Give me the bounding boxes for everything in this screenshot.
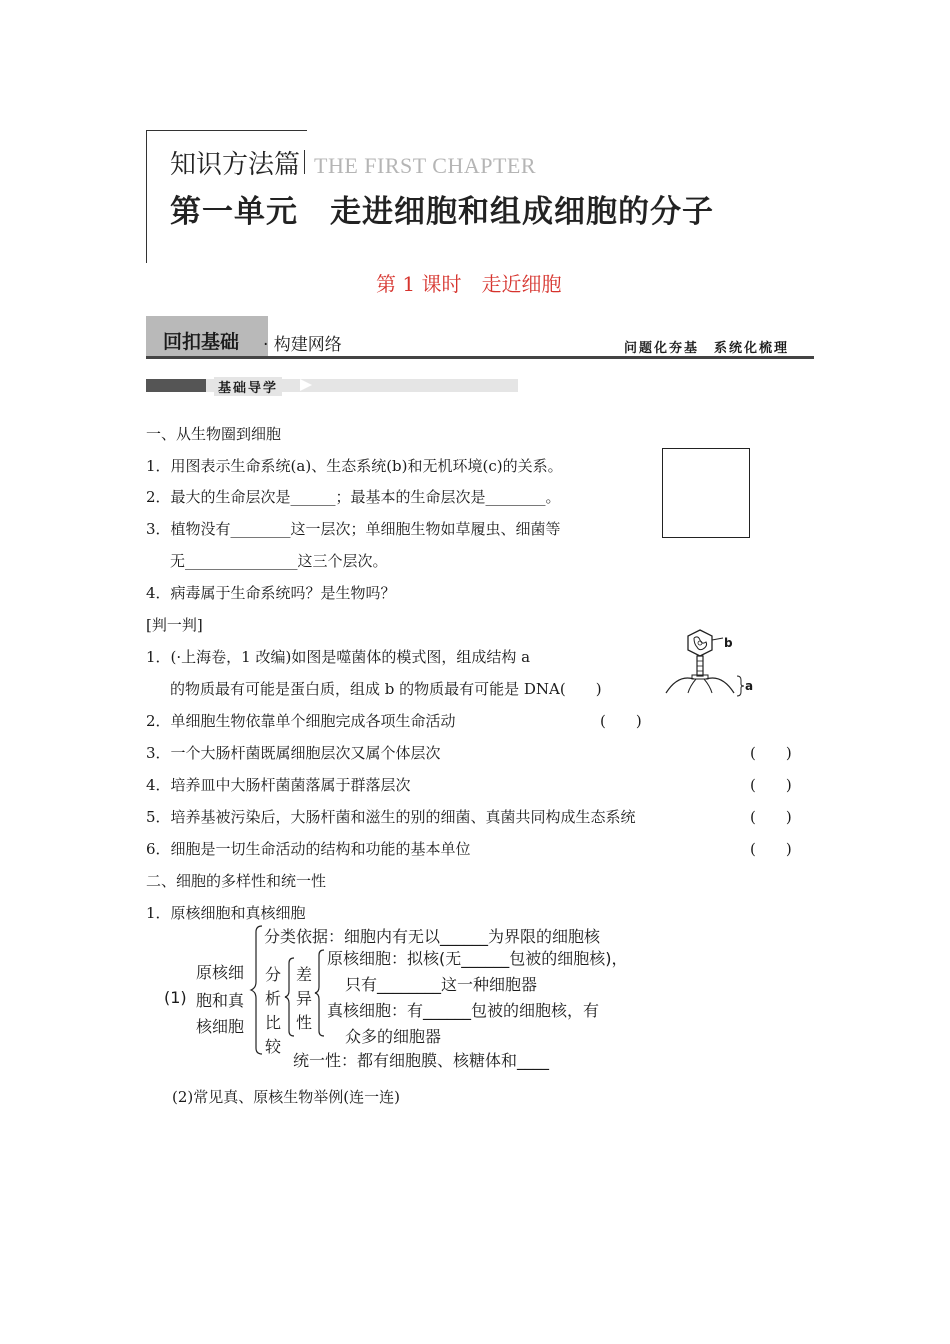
question-1: 1．用图表示生命系统(a)、生态系统(b)和无机环境(c)的关系。: [146, 457, 563, 475]
question-3-line1: 3．植物没有________这一层次；单细胞生物如草履虫、细菌等: [146, 520, 561, 538]
judge-6: 6．细胞是一切生命活动的结构和功能的基本单位: [146, 840, 471, 858]
section-band-right: 问题化夯基 系统化梳理: [624, 341, 790, 356]
diagram-eukaryote-2: 众多的细胞器: [345, 1027, 442, 1046]
judge-1-line1: 1．(·上海卷，1 改编)如图是噬菌体的模式图，组成结构 a: [146, 648, 531, 666]
judge-2: 2．单细胞生物依靠单个细胞完成各项生命活动: [146, 712, 456, 730]
part1-heading: 一、从生物圈到细胞: [146, 425, 282, 443]
diagram-classify: 分类依据：细胞内有无以______为界限的细胞核: [264, 927, 601, 946]
judge-heading: [判一判]: [146, 616, 203, 634]
part2-heading: 二、细胞的多样性和统一性: [146, 872, 327, 890]
judge-5-answer: ( ): [750, 808, 792, 826]
judge-3: 3．一个大肠杆菌既属细胞层次又属个体层次: [146, 744, 441, 762]
diagram-root-1: 原核细: [196, 963, 245, 982]
chapter-label: 知识方法篇: [170, 150, 301, 180]
diagram-diff-1: 差: [296, 965, 313, 984]
diagram-eukaryote-1: 真核细胞：有______包被的细胞核，有: [327, 1001, 600, 1020]
phage-label-a: a: [745, 679, 754, 693]
part2-sub1: 1．原核细胞和真核细胞: [146, 904, 306, 922]
judge-3-answer: ( ): [750, 744, 792, 762]
diagram-diff-3: 性: [296, 1013, 313, 1032]
diagram-analysis-1: 分: [265, 965, 282, 984]
diagram-prokaryote-2: 只有________这一种细胞器: [345, 975, 538, 994]
question-4: 4．病毒属于生命系统吗？是生物吗？: [146, 584, 396, 602]
diagram-number: (1): [164, 988, 187, 1007]
judge-4-answer: ( ): [750, 776, 792, 794]
unit-title: 第一单元 走进细胞和组成细胞的分子: [170, 194, 714, 230]
diagram-analysis-4: 较: [265, 1037, 282, 1056]
subsection-label: 基础导学: [214, 377, 282, 396]
diagram-root-3: 核细胞: [196, 1017, 245, 1036]
judge-1-line2: 的物质最有可能是蛋白质，组成 b 的物质最有可能是 DNA( ): [170, 680, 602, 698]
judge-6-answer: ( ): [750, 840, 792, 858]
question-3-line2: 无_______________这三个层次。: [170, 552, 388, 570]
phage-label-b: b: [724, 636, 733, 650]
diagram-root-2: 胞和真: [196, 991, 245, 1010]
part2-sub2: (2)常见真、原核生物举例(连一连): [172, 1088, 400, 1106]
diagram-diff-2: 异: [296, 989, 313, 1008]
diagram-analysis-3: 比: [265, 1013, 282, 1032]
judge-5: 5．培养基被污染后，大肠杆菌和滋生的别的细菌、真菌共同构成生态系统: [146, 808, 636, 826]
section-band-label: 回扣基础: [163, 331, 240, 353]
judge-2-answer: ( ): [600, 712, 642, 730]
diagram-unity: 统一性：都有细胞膜、核糖体和____: [293, 1051, 550, 1070]
lesson-title: 第 1 课时 走近细胞: [376, 272, 562, 296]
diagram-analysis-2: 析: [265, 989, 282, 1008]
judge-4: 4．培养皿中大肠杆菌菌落属于群落层次: [146, 776, 411, 794]
section-band-sub: · 构建网络: [263, 335, 342, 355]
question-2: 2．最大的生命层次是______；最基本的生命层次是________。: [146, 488, 561, 506]
diagram-prokaryote-1: 原核细胞：拟核(无______包被的细胞核)，: [327, 949, 628, 968]
chapter-english: THE FIRST CHAPTER: [314, 153, 537, 178]
